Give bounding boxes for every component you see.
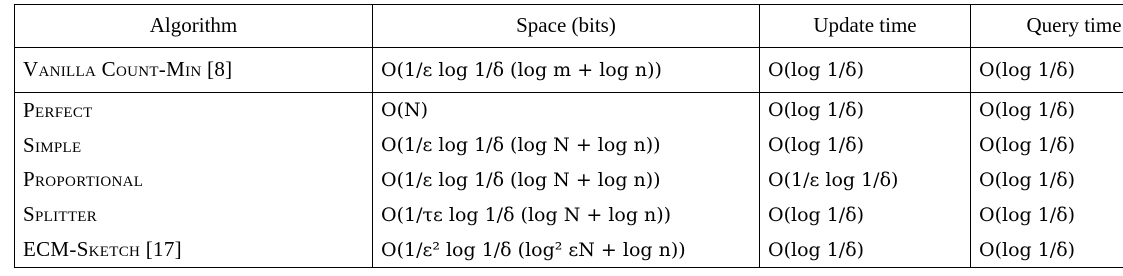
cell-query-time: O(log 1/δ) [971,128,1123,163]
cell-algorithm: Vanilla Count-Min [8] [15,47,373,92]
cell-space: O(1/τε log 1/δ (log N + log n)) [373,197,760,232]
cell-space: O(1/ε log 1/δ (log N + log n)) [373,128,760,163]
table-row [15,232,1123,267]
cell-algorithm: Splitter [15,197,373,232]
table-header-row [15,5,1123,48]
cell-space: O(1/ε log 1/δ (log N + log n)) [373,163,760,198]
cell-query-time: O(log 1/δ) [971,232,1123,267]
table-row [15,93,1123,128]
header-update-time: Update time [760,5,971,48]
cell-space: O(N) [373,93,760,128]
cell-update-time: O(1/ε log 1/δ) [760,163,971,198]
cell-algorithm: Simple [15,128,373,163]
cell-update-time: O(log 1/δ) [760,197,971,232]
table-row [15,128,1123,163]
cell-space: O(1/ε log 1/δ (log m + log n)) [373,47,760,92]
header-algorithm: Algorithm [15,5,373,48]
cell-space: O(1/ε² log 1/δ (log² εN + log n)) [373,232,760,267]
cell-query-time: O(log 1/δ) [971,163,1123,198]
cell-algorithm: Perfect [15,93,373,128]
cell-update-time: O(log 1/δ) [760,93,971,128]
cell-query-time: O(log 1/δ) [971,93,1123,128]
header-query-time: Query time [971,5,1123,48]
cell-update-time: O(log 1/δ) [760,128,971,163]
cell-update-time: O(log 1/δ) [760,47,971,92]
table-row [15,197,1123,232]
cell-algorithm: Proportional [15,163,373,198]
cell-algorithm: ECM-Sketch [17] [15,232,373,267]
cell-query-time: O(log 1/δ) [971,197,1123,232]
header-space: Space (bits) [373,5,760,48]
table-row [15,47,1123,92]
cell-update-time: O(log 1/δ) [760,232,971,267]
table-row [15,163,1123,198]
cell-query-time: O(log 1/δ) [971,47,1123,92]
complexity-table [14,4,1123,268]
